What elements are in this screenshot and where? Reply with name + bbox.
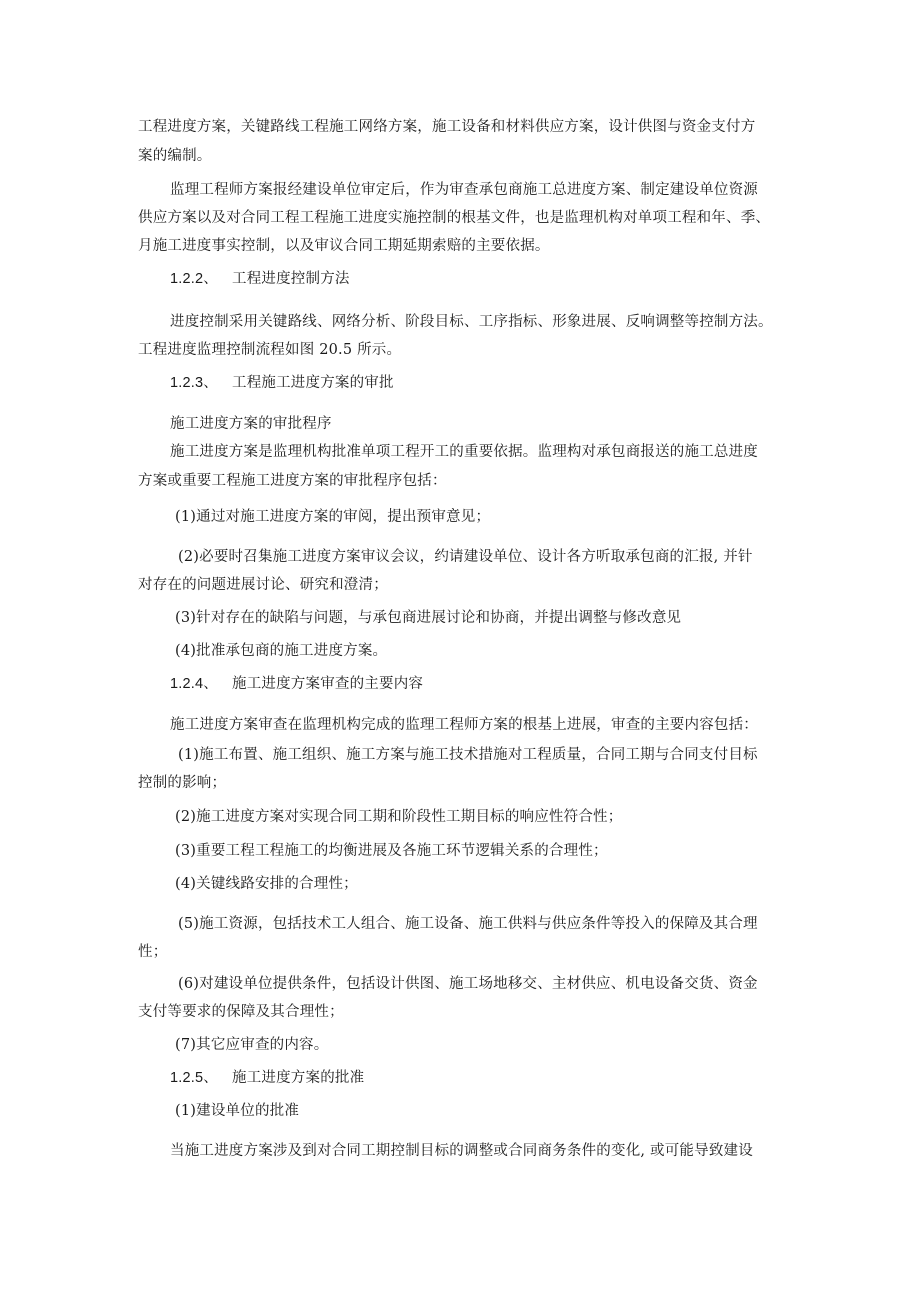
paragraph-line: 施工进度方案是监理机构批准单项工程开工的重要依据。监理构对承包商报送的施工总进度	[170, 444, 758, 460]
paragraph-line: 工程进度监理控制流程如图 20.5 所示。	[138, 342, 402, 358]
section-heading-1-2-5	[170, 1068, 364, 1088]
section-number: 1.2.4、	[170, 676, 218, 692]
section-title: 施工进度方案的批准	[232, 1070, 365, 1086]
section-title: 工程施工进度方案的审批	[232, 375, 394, 391]
list-item: (2)必要时召集施工进度方案审议会议，约请建设单位、设计各方听取承包商的汇报, 并针	[178, 549, 753, 565]
section-number: 1.2.3、	[170, 375, 218, 391]
list-item: (4)批准承包商的施工进度方案。	[175, 643, 388, 659]
paragraph-line: 供应方案以及对合同工程工程施工进度实施控制的根基文件，也是监理机构对单项工程和年、季、	[138, 210, 771, 226]
paragraph-line: 月施工进度事实控制，以及审议合同工期延期索赔的主要依据。	[138, 238, 550, 254]
list-item: (2)施工进度方案对实现合同工期和阶段性工期目标的响应性符合性；	[175, 809, 623, 825]
paragraph-line: 工程进度方案，关键路线工程施工网络方案，施工设备和材料供应方案，设计供图与资金支付方	[138, 119, 756, 135]
list-item: (6)对建设单位提供条件，包括设计供图、施工场地移交、主材供应、机电设备交货、资金	[178, 976, 758, 992]
list-item: (5)施工资源，包括技术工人组合、施工设备、施工供料与供应条件等投入的保障及其合理	[178, 916, 758, 932]
paragraph-line: 施工进度方案审查在监理机构完成的监理工程师方案的根基上进展，审查的主要内容包括：	[170, 717, 758, 733]
list-item: (4)关键线路安排的合理性；	[175, 876, 358, 892]
section-title: 工程进度控制方法	[232, 271, 350, 287]
paragraph-line: 案的编制。	[138, 148, 212, 164]
section-number: 1.2.5、	[170, 1070, 218, 1086]
section-title: 施工进度方案审查的主要内容	[232, 676, 424, 692]
paragraph-line: 当施工进度方案涉及到对合同工期控制目标的调整或合同商务条件的变化, 或可能导致建设	[170, 1143, 753, 1159]
section-heading-1-2-3	[170, 373, 394, 393]
section-heading-1-2-2	[170, 269, 350, 289]
paragraph-line: 监理工程师方案报经建设单位审定后，作为审查承包商施工总进度方案、制定建设单位资源	[170, 182, 758, 198]
list-item-continuation: 控制的影响；	[138, 775, 227, 791]
list-item: (1)建设单位的批准	[175, 1103, 300, 1119]
list-item: (7)其它应审查的内容。	[175, 1037, 329, 1053]
list-item-continuation: 对存在的问题进展讨论、研究和澄清；	[138, 577, 388, 593]
subsection-title: 施工进度方案的审批程序	[170, 416, 332, 432]
list-item: (1)施工布置、施工组织、施工方案与施工技术措施对工程质量，合同工期与合同支付目标	[178, 747, 758, 763]
paragraph-line: 方案或重要工程施工进度方案的审批程序包括：	[138, 473, 447, 489]
list-item: (3)针对存在的缺陷与问题，与承包商进展讨论和协商，并提出调整与修改意见	[175, 610, 682, 626]
list-item: (3)重要工程工程施工的均衡进展及各施工环节逻辑关系的合理性；	[175, 843, 608, 859]
section-heading-1-2-4	[170, 674, 423, 694]
list-item: (1)通过对施工进度方案的审阅，提出预审意见；	[175, 509, 491, 525]
list-item-continuation: 支付等要求的保障及其合理性；	[138, 1004, 344, 1020]
section-number: 1.2.2、	[170, 271, 218, 287]
paragraph-line: 进度控制采用关键路线、网络分析、阶段目标、工序指标、形象进展、反响调整等控制方法。	[170, 314, 773, 330]
list-item-continuation: 性；	[138, 944, 168, 960]
